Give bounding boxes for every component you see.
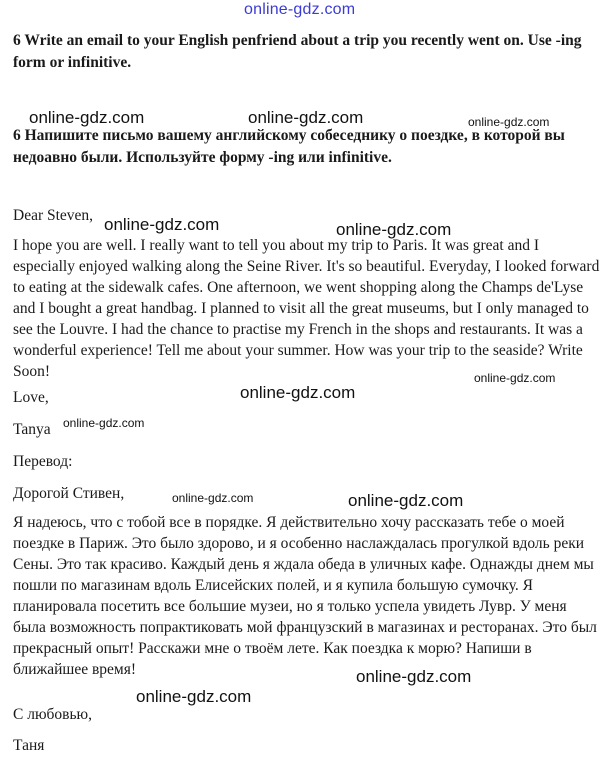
- watermark: online-gdz.com: [348, 491, 464, 510]
- watermark: online-gdz.com: [172, 491, 254, 505]
- watermark: online-gdz.com: [63, 416, 145, 430]
- watermark: online-gdz.com: [474, 371, 556, 385]
- email-body: I hope you are well. I really want to tell you about my trip to Paris. It was great and I especially enjoyed walking along the Seine River. It's so beautiful. Everyday, I looked forward to eating at the sidewalk cafes. One afternoon, we went shopping along the Champs de'Lyse and I bought a great handbag. I planned to visit all the great museums, but I only managed to see the Louvre. I had the chance to practise my French in the shops and restaurants. It was a wonderful experience! Tell me about your summer. How was your trip to the seaside? Write Soon!: [13, 237, 600, 380]
- translation-body: Я надеюсь, что с тобой все в порядке. Я действительно хочу рассказать тебе о моей поездке в Париж. Это было здорово, и я особенно наслаждалась прогулкой вдоль реки Сены. Это так красиво. Каждый день я ждала обеда в уличных кафе. Однажды днем мы пошли по магазинам вдоль Елисейских полей, и я купила большую сумочку. Я планировала посетить все большие музеи, но я только успела увидеть Лувр. У меня была возможность попрактиковать мой французский в магазинах и ресторанах. Это был прекрасный опыт! Расскажи мне о твоём лете. Как поездка к морю? Напиши в ближайшее время!: [13, 514, 597, 678]
- translation-greeting: Дорогой Стивен,: [13, 485, 125, 502]
- translation-closing: С любовью,: [13, 706, 93, 723]
- watermark: online-gdz.com: [136, 687, 252, 706]
- watermark-top: online-gdz.com: [244, 1, 356, 18]
- task-russian: 6 Напишите письмо вашему английскому собеседнику о поездке, в которой вы недоавно были. Используйте форму -ing или infinitive.: [13, 127, 565, 166]
- email-greeting: Dear Steven,: [13, 207, 94, 224]
- watermark: online-gdz.com: [29, 108, 145, 127]
- watermark: online-gdz.com: [336, 220, 452, 239]
- watermark: online-gdz.com: [240, 383, 356, 402]
- task-english: 6 Write an email to your English penfriend about a trip you recently went on. Use -ing form or infinitive.: [13, 32, 582, 71]
- translation-signature: Таня: [13, 737, 45, 754]
- watermark: online-gdz.com: [356, 667, 472, 686]
- email-signature: Tanya: [13, 421, 51, 438]
- watermark: online-gdz.com: [468, 115, 550, 129]
- watermark: online-gdz.com: [104, 215, 220, 234]
- watermark: online-gdz.com: [248, 108, 364, 127]
- email-closing: Love,: [13, 389, 49, 406]
- translation-label: Перевод:: [13, 453, 73, 470]
